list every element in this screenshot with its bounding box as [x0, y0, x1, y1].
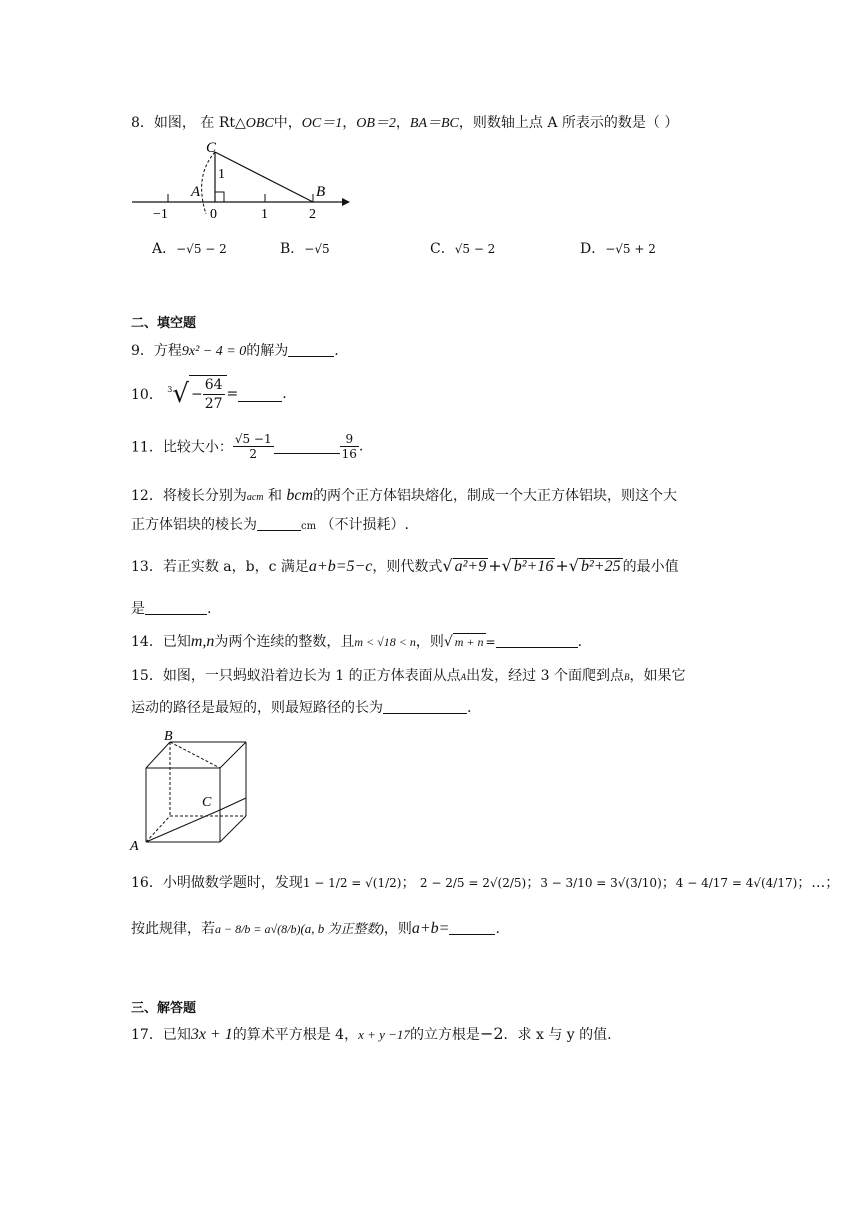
q10 — [131, 375, 287, 419]
ant-path-side — [220, 798, 246, 810]
q15-cube-figure — [128, 724, 256, 854]
q9-expr: 9x² − 4 = 0 — [181, 344, 247, 359]
q13-cond: a+b=5−c — [308, 558, 373, 575]
option-letter: C． — [430, 241, 455, 257]
q8-tail: ，则数轴上点 A 所表示的数是（ ） — [458, 115, 679, 131]
option-letter: B． — [280, 241, 305, 257]
q13-plus2: + — [555, 556, 569, 575]
label-c: C — [206, 140, 217, 156]
q16-expr3: 3 − 3/10 = 3√(3/10) — [540, 876, 662, 890]
q13-pre: 若正实数 a，b，c 满足 — [162, 559, 309, 575]
q17-val: −2 — [479, 1024, 504, 1043]
label-one: 1 — [218, 167, 225, 182]
q9-pre: 方程 — [153, 343, 182, 359]
cube-edge — [146, 742, 170, 768]
option-expr: −√5 + 2 — [605, 242, 656, 256]
right-angle-mark — [215, 192, 224, 202]
q15-number: 15． — [131, 668, 163, 684]
q17-mid: 的算术平方根是 4， — [232, 1027, 359, 1043]
q16-text1: 小明做数学题时，发现 — [162, 875, 303, 891]
q13-number: 13． — [131, 559, 163, 575]
ant-path-front — [146, 810, 220, 842]
q12-text: 将棱长分别为 — [162, 488, 247, 504]
q17-pre: 已知 — [162, 1027, 191, 1043]
q12-answer-blank[interactable] — [257, 516, 301, 531]
q10-sign: − — [190, 386, 203, 403]
q8-mid: 中， — [273, 115, 302, 131]
tick-label-0: 0 — [210, 207, 217, 222]
q16-expr1: 1 − 1/2 = √(1/2) — [302, 876, 402, 890]
q13-plus1: + — [488, 556, 502, 575]
q15-line1 — [131, 665, 685, 685]
label-b: B — [316, 184, 326, 200]
q17-post: ．求 x 与 y 的值. — [503, 1027, 612, 1043]
q14-answer-blank[interactable] — [496, 633, 578, 648]
q17 — [131, 1024, 612, 1044]
q16-expr5: a − 8/b = a√(8/b) — [215, 922, 301, 936]
q13-end: . — [207, 601, 212, 617]
q17-expr1: 3x + 1 — [190, 1026, 233, 1043]
q9-post: 的解为 — [246, 343, 289, 359]
q16-text3: ，则 — [383, 921, 412, 937]
q14: 14．已知m,n为两个连续的整数，且m < √18 < n，则√ m + n = . — [131, 633, 583, 650]
cube-edge — [220, 816, 246, 842]
q8-ba: BA＝BC — [409, 116, 459, 131]
radical-icon: √ — [172, 379, 189, 409]
q14-number: 14． — [131, 634, 163, 650]
q10-root-index: 3 — [167, 385, 173, 394]
q13-answer-blank[interactable] — [145, 600, 207, 615]
q14-ineq: m < √18 < n — [354, 635, 416, 649]
q8-number: 8． — [131, 115, 154, 131]
q11-answer-blank[interactable] — [274, 439, 340, 454]
q10-numer: 64 — [204, 377, 223, 393]
option-expr: −√5 − 2 — [176, 242, 227, 256]
q13-line2-text: 是 — [131, 601, 145, 617]
q16-expr4: 4 − 4/17 = 4√(4/17) — [675, 876, 798, 890]
label-c: C — [202, 795, 212, 810]
q9 — [131, 340, 339, 360]
q15-pt-a: A — [460, 672, 467, 682]
q16-number: 16． — [131, 875, 163, 891]
option-expr: √5 − 2 — [454, 242, 496, 256]
ant-path-top — [170, 742, 220, 768]
q8-option-d[interactable] — [580, 238, 656, 258]
q14-comma: ，则 — [415, 634, 444, 650]
q11-frac1-denom: 2 — [249, 447, 258, 461]
q9-answer-blank[interactable] — [288, 342, 334, 357]
q13-mid: ，则代数式 — [372, 559, 443, 575]
q12-line1 — [131, 485, 677, 505]
q10-number: 10． — [131, 387, 163, 403]
axis-arrow-icon — [342, 198, 350, 206]
q14-radicand: m + n — [454, 635, 484, 649]
q13-radicand1: a²+9 — [454, 558, 487, 575]
q8-option-b[interactable] — [280, 238, 330, 258]
q8-oc: OC＝1 — [301, 116, 343, 131]
q11-number: 11． — [131, 439, 163, 456]
option-letter: D． — [580, 241, 606, 257]
q14-mid: 为两个连续的整数，且 — [214, 634, 355, 650]
q10-eq: = — [226, 386, 239, 402]
q16-text2: 按此规律，若 — [131, 921, 215, 937]
q8-number-line-figure — [128, 136, 353, 222]
q16-line2 — [131, 918, 500, 938]
q14-end: . — [577, 634, 583, 650]
q17-expr2: x + y −17 — [358, 1027, 410, 1042]
q11-frac1-numer: √5 −1 — [234, 432, 272, 446]
q17-mid2: 的立方根是 — [409, 1027, 480, 1043]
q15-text4: 运动的路径是最短的，则最短路径的长为 — [131, 700, 383, 716]
tick-label-1: 1 — [261, 207, 268, 222]
q11 — [131, 432, 363, 472]
q14-pre: 已知 — [162, 634, 191, 650]
q12-number: 12． — [131, 488, 163, 504]
q15-line2 — [131, 697, 471, 717]
label-b: B — [164, 729, 173, 744]
q13-radicand3: b²+25 — [581, 558, 621, 575]
q15-text2: 出发，经过 3 个面爬到点 — [466, 668, 624, 684]
q11-end: . — [358, 438, 364, 455]
q9-end: . — [334, 343, 339, 359]
q8-option-a[interactable] — [152, 238, 227, 258]
cube-edge — [220, 742, 246, 768]
q13-line1: 13．若正实数 a，b，c 满足a+b=5−c，则代数式√ a²+9 +√ b²+16 +√ b²+25 的最小值 — [131, 556, 679, 575]
q14-eq: = — [485, 635, 496, 649]
q12-and: 和 — [267, 488, 282, 504]
q15-text1: 如图，一只蚂蚁沿着边长为 1 的正方体表面从点 — [162, 668, 461, 684]
q9-number: 9． — [131, 343, 154, 359]
q12-text4: （不计损耗）. — [320, 517, 409, 533]
section-heading-fill-in: 二、填空题 — [131, 316, 197, 331]
tick-label-neg1: −1 — [153, 207, 168, 222]
q15-text3: ，如果它 — [629, 668, 686, 684]
option-expr: −√5 — [304, 242, 330, 256]
q16-ab: a+b= — [411, 920, 450, 937]
segment-cb — [215, 152, 313, 202]
q10-radicand — [189, 375, 227, 413]
dashed-arc — [202, 152, 215, 214]
q16-answer-blank[interactable] — [449, 920, 495, 935]
q15-answer-blank[interactable] — [383, 699, 467, 714]
q8-obc: OBC — [245, 116, 274, 131]
q11-frac2-numer: 9 — [340, 432, 359, 447]
q16-expr2: 2 − 2/5 = 2√(2/5) — [419, 876, 527, 890]
q14-mn: m,n — [190, 633, 215, 650]
q17-number: 17． — [131, 1027, 163, 1043]
q8-stem: 8．如图， 在 Rt△OBC中，OC＝1，OB＝2，BA＝BC，则数轴上点 A 所表示的数是（ ） — [131, 115, 679, 131]
q10-answer-blank[interactable] — [238, 387, 282, 402]
q15-pt-b: B — [623, 672, 630, 682]
q13-radicand2: b²+16 — [513, 558, 554, 575]
label-a: A — [191, 184, 201, 200]
cube-hidden-edge — [146, 816, 170, 842]
q10-end: . — [282, 386, 287, 402]
q12-text2: 的两个正方体铝块熔化，制成一个大正方体铝块，则这个大 — [313, 488, 678, 504]
label-a: A — [130, 839, 139, 854]
q16-cond: (a, b 为正整数) — [300, 921, 384, 936]
q8-option-c[interactable] — [430, 238, 495, 258]
q8-pre: 如图， — [153, 115, 196, 131]
q12-acm: acm — [246, 492, 264, 503]
q12-cm: cm — [301, 521, 317, 532]
q15-end: . — [467, 700, 472, 716]
q10-denom: 27 — [204, 396, 223, 412]
q16-line1: 16．小明做数学题时，发现1 − 1/2 = √(1/2)； 2 − 2/5 = 2√(2/5)；3 − 3/10 = 3√(3/10)；4 − 4/17 = 4√(4/17)；…； — [131, 875, 840, 891]
q13-line2 — [131, 598, 211, 618]
option-letter: A． — [152, 241, 177, 257]
q11-frac2-denom: 16 — [341, 447, 357, 461]
q12-text3: 正方体铝块的棱长为 — [131, 517, 257, 533]
q16-end: . — [495, 921, 500, 937]
q13-post: 的最小值 — [622, 559, 679, 575]
q12-bcm: bcm — [286, 487, 314, 504]
q12-line2 — [131, 514, 409, 534]
tick-label-2: 2 — [309, 207, 316, 222]
q16-dots: ；…； — [797, 875, 840, 891]
q8-ob: OB＝2 — [356, 116, 396, 131]
q11-pre: 比较大小： — [162, 439, 233, 456]
q8-rt: 在 Rt△ — [200, 115, 246, 131]
section-heading-solve: 三、解答题 — [131, 1001, 197, 1016]
